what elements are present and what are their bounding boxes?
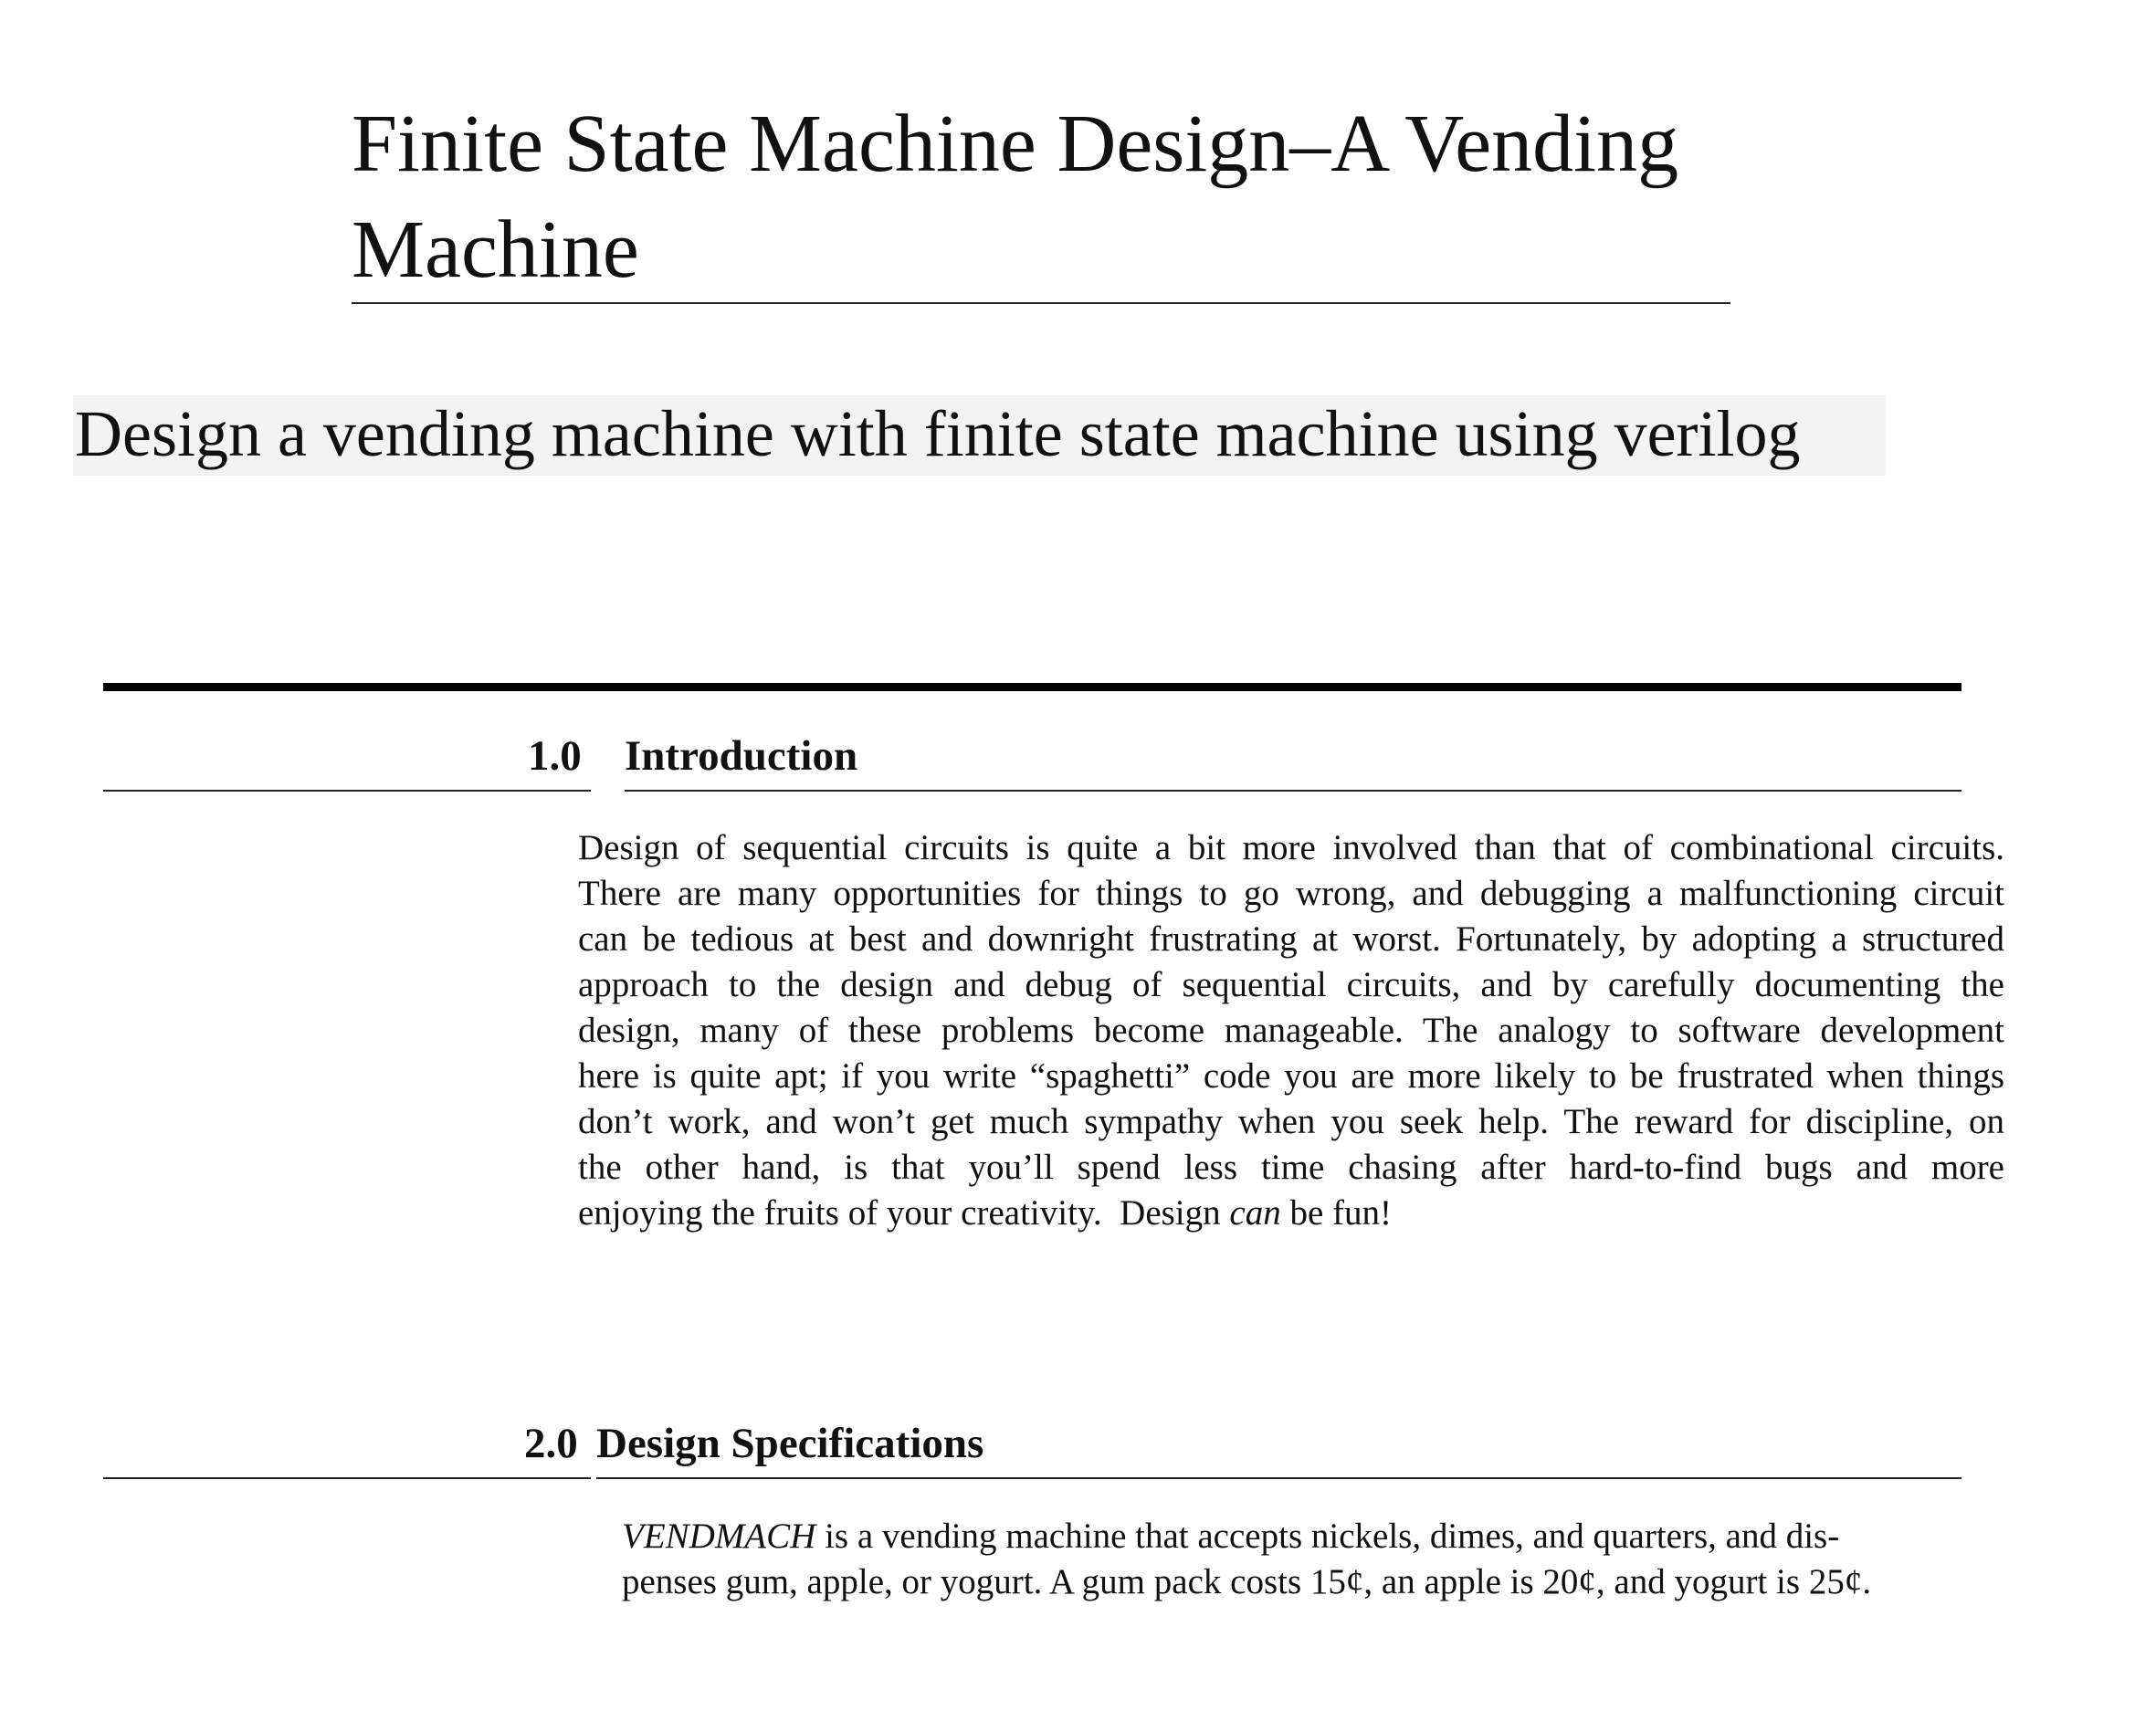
- document-title-line-1: Finite State Machine Design–A Vending: [352, 99, 1679, 189]
- paragraph-line: There are many opportunities for things to go wrong, and debugging a malfunctioning circuit: [578, 874, 2004, 913]
- paragraph-line: design, many of these problems become manageable. The analogy to software development: [578, 1011, 2004, 1050]
- last-line-text: enjoying the fruits of your creativity. Design: [578, 1193, 1230, 1233]
- section-heading: Design Specifications: [596, 1420, 984, 1467]
- document-title: [352, 91, 1776, 303]
- paragraph-last-line: [578, 1191, 2004, 1236]
- specifications-paragraph: [622, 1514, 1992, 1605]
- section-heading: Introduction: [625, 732, 858, 780]
- product-name: VENDMACH: [622, 1517, 816, 1556]
- section-rule-right: [596, 1477, 1961, 1479]
- paragraph-line: penses gum, apple, or yogurt. A gum pack costs 15¢, an apple is 20¢, and yogurt is 25¢.: [622, 1562, 1872, 1601]
- paragraph-line: here is quite apt; if you write “spaghetti” code you are more likely to be frustrated when things: [578, 1056, 2004, 1096]
- last-line-text-end: be fun!: [1280, 1193, 1392, 1233]
- paragraph-line-text: is a vending machine that accepts nickels, dimes, and quarters, and dis-: [815, 1517, 1840, 1556]
- paragraph-line: [622, 1514, 1992, 1559]
- section-rule-left: [103, 790, 591, 792]
- paragraph-line: Design of sequential circuits is quite a bit more involved than that of combinational circuits.: [578, 828, 2004, 867]
- section-rule-right: [625, 790, 1961, 792]
- paragraph-line: the other hand, is that you’ll spend less time chasing after hard-to-find bugs and more: [578, 1148, 2004, 1187]
- paragraph-line: can be tedious at best and downright frustrating at worst. Fortunately, by adopting a structured: [578, 919, 2004, 959]
- introduction-paragraph: [578, 825, 2004, 1236]
- title-underline: [352, 302, 1730, 304]
- section-separator-rule: [103, 683, 1961, 691]
- section-number: 2.0: [524, 1420, 578, 1467]
- section-number: 1.0: [528, 732, 582, 780]
- document-subtitle: Design a vending machine with finite state machine using verilog: [75, 397, 1801, 470]
- emphasis-text: can: [1229, 1193, 1281, 1233]
- paragraph-line: don’t work, and won’t get much sympathy when you seek help. The reward for discipline, on: [578, 1102, 2004, 1141]
- paragraph-line: approach to the design and debug of sequential circuits, and by carefully documenting the: [578, 965, 2004, 1004]
- section-rule-left: [103, 1477, 591, 1479]
- document-title-line-2: Machine: [352, 205, 639, 295]
